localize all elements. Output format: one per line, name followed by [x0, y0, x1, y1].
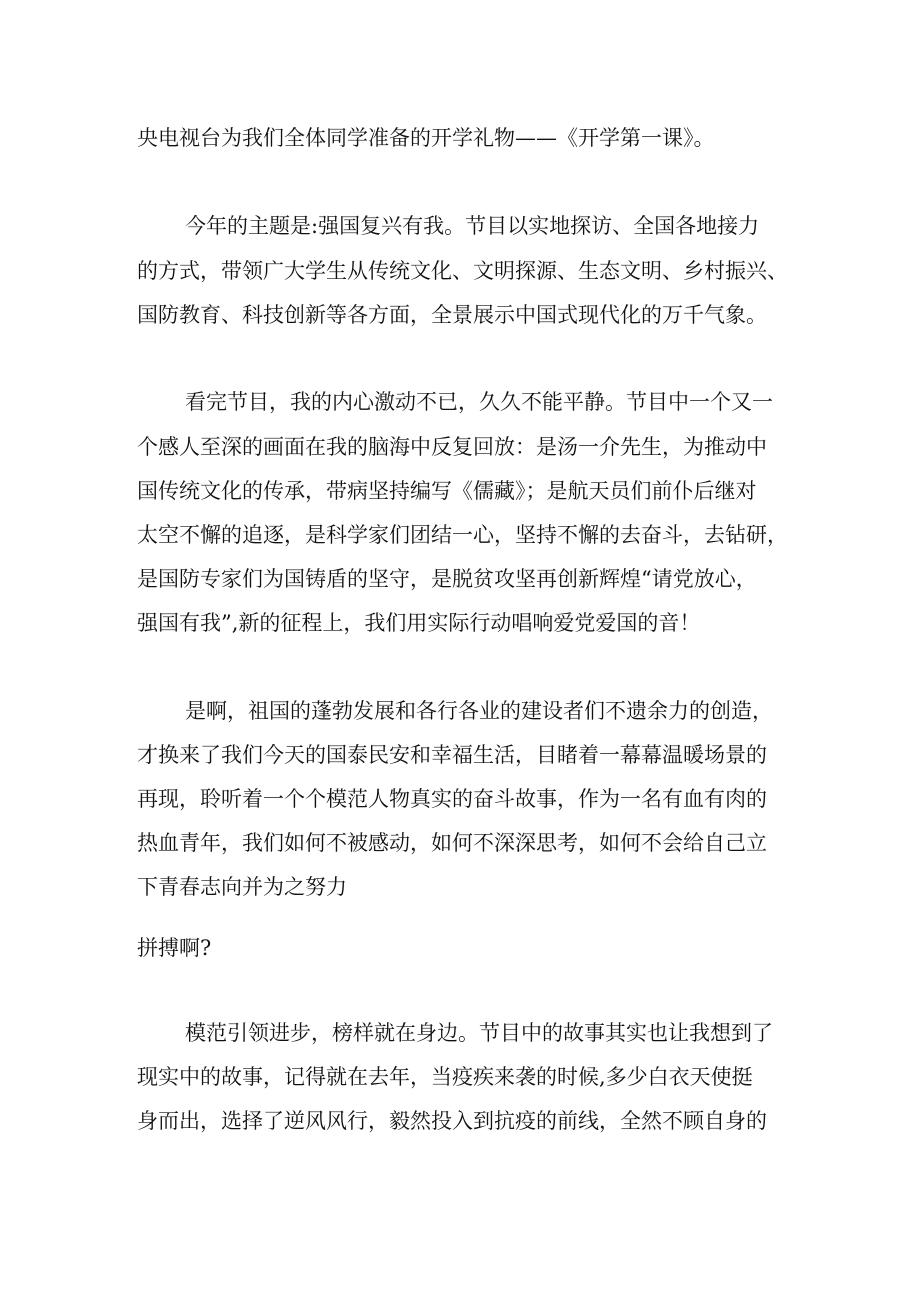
text-line: 热血青年，我们如何不被感动，如何不深深思考，如何不会给自己立	[137, 831, 767, 855]
text-line: 的方式，带领广大学生从传统文化、文明探源、生态文明、乡村振兴、	[137, 259, 788, 283]
text-line: 国防教育、科技创新等各方面，全景展示中国式现代化的万千气象。	[137, 303, 767, 327]
text-line: 看完节目，我的内心激动不已，久久不能平静。节目中一个又一	[185, 390, 773, 414]
text-line: 个感人至深的画面在我的脑海中反复回放：是汤一介先生，为推动中	[137, 435, 767, 459]
text-line: 强国有我”,新的征程上，我们用实际行动唱响爱党爱国的音！	[137, 611, 701, 635]
text-line: 才换来了我们今天的国泰民安和幸福生活，目睹着一幕幕温暖场景的	[137, 743, 767, 767]
text-line: 再现，聆听着一个个模范人物真实的奋斗故事，作为一名有血有肉的	[137, 787, 767, 811]
text-line: 现实中的故事，记得就在去年，当疫疾来袭的时候,多少白衣天使挺	[137, 1065, 753, 1089]
text-line: 是国防专家们为国铸盾的坚守，是脱贫攻坚再创新辉煌“请党放心，	[137, 567, 757, 591]
text-line: 是啊，祖国的蓬勃发展和各行各业的建设者们不遗余力的创造，	[185, 699, 773, 723]
text-line: 央电视台为我们全体同学准备的开学礼物——《开学第一课》。	[137, 126, 715, 150]
text-line: 国传统文化的传承，带病坚持编写《儒藏》；是航天员们前仆后继对	[137, 479, 757, 503]
text-line: 模范引领进步，榜样就在身边。节目中的故事其实也让我想到了	[185, 1021, 773, 1045]
text-line: 身而出，选择了逆风风行，毅然投入到抗疫的前线，全然不顾自身的	[137, 1109, 767, 1133]
text-line: 今年的主题是:强国复兴有我。节目以实地探访、全国各地接力	[185, 214, 760, 238]
text-line: 拼搏啊?	[137, 936, 212, 960]
text-line: 下青春志向并为之努力	[137, 875, 347, 899]
text-line: 太空不懈的追逐，是科学家们团结一心，坚持不懈的去奋斗，去钻研，	[137, 523, 788, 547]
